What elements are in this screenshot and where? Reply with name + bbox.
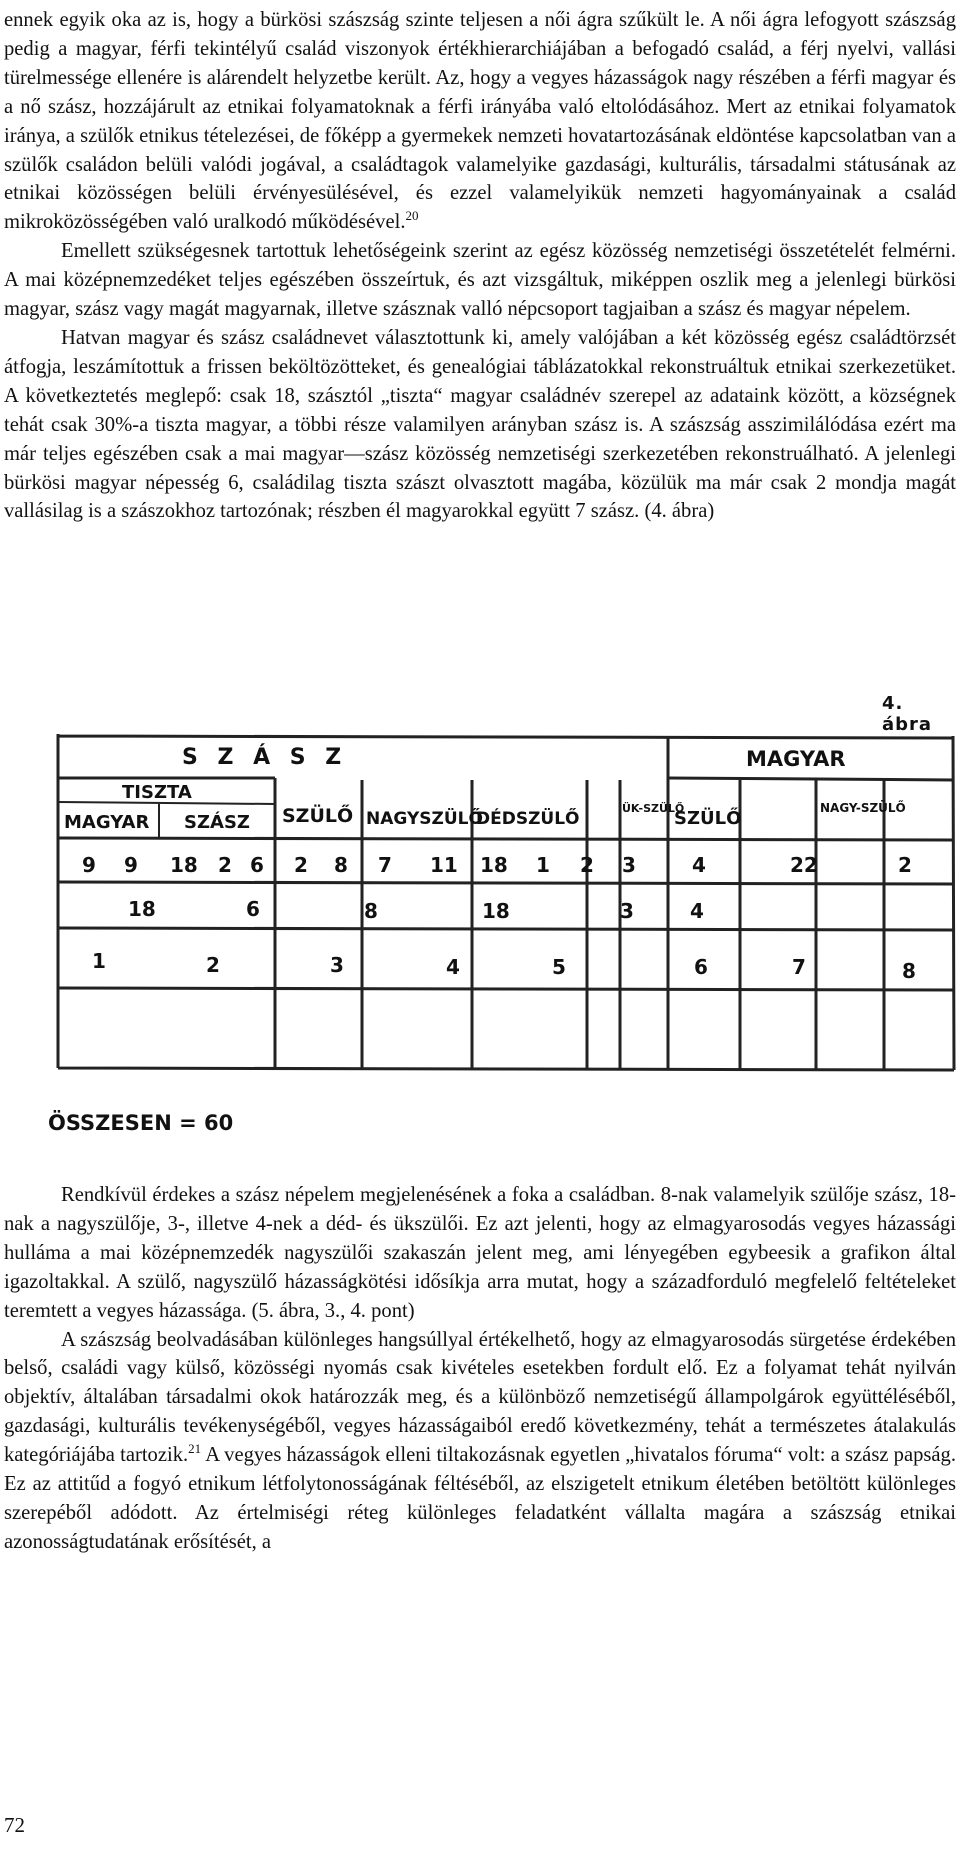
cell-r1-12: 2: [580, 853, 594, 877]
text-block-top: [4, 6, 956, 526]
header-magyar: MAGYAR: [746, 747, 846, 771]
cell-r1-10: 18: [480, 853, 508, 877]
header-tiszta-szasz: SZÁSZ: [184, 812, 250, 833]
cell-r1-2: 9: [124, 853, 138, 877]
cell-r2-3: 8: [364, 899, 378, 923]
page-number: 72: [4, 1813, 25, 1837]
cell-r2-1: 18: [128, 897, 156, 921]
figure-label: 4. ábra: [882, 693, 933, 735]
header-ukszulo: ÜK-SZÜLŐ: [622, 802, 685, 815]
cell-r1-5: 6: [250, 853, 264, 877]
cell-r3-1: 1: [92, 949, 106, 973]
cell-r1-16: 2: [898, 853, 912, 877]
cell-r1-1: 9: [82, 853, 96, 877]
cell-r1-14: 4: [692, 853, 706, 877]
paragraph-3: Hatvan magyar és szász családnevet választottunk ki, amely valójában a két közösség egész családtörzsét átfogja, leszámítottuk a frissen beköltözötteket, és genealógiai táblázatokkal rekonstruáltuk etnikai szerkezetüket. A következtetés meglepő: csak 18, szásztól „tiszta“ magyar családnév szerepel az adataink között, a községnek tehát csak 30%-a tiszta magyar, a többi része valamilyen arányban szász is. A szászság asszimilálódása ezért ma már teljes egészében csak a mai magyar—szász közösség nemzetiségi szerkezetében rekonstruálható. A jelenlegi bürkösi magyar népesség 6, családilag tiszta szászt olvasztott magába, közülük ma már csak 2 mondja magát vallásilag is a szászokhoz tartozónak; részben él magyarokkal együtt 7 szász. (4. ábra): [4, 326, 956, 523]
header-magyar-szulo: SZÜLŐ: [674, 808, 742, 829]
header-tiszta: TISZTA: [122, 782, 192, 803]
cell-r1-8: 7: [378, 853, 392, 877]
paragraph-5: A szászság beolvadásában különleges hangsúllyal értékelhető, hogy az elmagyarosodás sürgetése érdekében belső, családi vagy külső, közösségi nyomás csak kivételes esetekben fordult elő. Ez a folyamat tehát nyilván objektív, általában társadalmi okok határozzák meg, és a különböző nemzetiségű állampolgárok együttéléséből, gazdasági, kulturális tevékenységéből, vegyes házasságaiból eredő következmény, tehát a természetes átalakulás kategóriájába tartozik.$^{21}$ A vegyes házasságok elleni tiltakozásnak egyetlen „hivatalos fóruma“ volt: a szász papság. Ez az attitűd a fogyó etnikum létfolytonosságának féltéséből, az elszigetelt etnikum életében betöltött különleges szerepéből adódott. Az értelmiségi réteg különleges feladatként vállalta magára a szászság etnikai azonosságtudatának erősítését, a: [4, 1328, 956, 1553]
cell-r1-7: 8: [334, 853, 348, 877]
cell-r1-6: 2: [294, 853, 308, 877]
figure-total: ÖSSZESEN = 60: [48, 1111, 234, 1135]
figure-4-table: [56, 732, 956, 1075]
paragraph-4: Rendkívül érdekes a szász népelem megjelenésének a foka a családban. 8-nak valamelyik szülője szász, 18-nak a nagyszülője, 3-, illetve 4-nek a déd- és ükszülői. Ez azt jelenti, hogy az elmagyarosodás vegyes házassági hulláma a mai középnemzedék nagyszülői szakaszán jelent meg, ami lényegében egybeesik a grafikon által igazoltakkal. A szülő, nagyszülő házasságkötési idősíkja arra mutat, hogy a századforduló megfelelő feltételeket teremtett a vegyes házassága. (5. ábra, 3., 4. pont): [4, 1184, 956, 1322]
cell-r1-4: 2: [218, 853, 232, 877]
header-magyar-nagyszulo: NAGY-SZÜLŐ: [820, 801, 906, 815]
cell-r3-3: 3: [330, 953, 344, 977]
cell-r1-15: 22: [790, 853, 818, 877]
cell-r2-4: 18: [482, 899, 510, 923]
header-dedszulo: DÉDSZÜLŐ: [476, 809, 580, 829]
header-nagyszulo: NAGYSZÜLŐ: [366, 809, 483, 829]
cell-r2-2: 6: [246, 897, 260, 921]
cell-r1-13: 3: [622, 853, 636, 877]
text-block-bottom: [4, 1181, 956, 1557]
cell-r3-7: 7: [792, 955, 806, 979]
header-szasz: S Z Á S Z: [182, 745, 348, 770]
header-tiszta-magyar: MAGYAR: [64, 812, 150, 833]
footnote-ref-21: 21: [188, 1441, 202, 1457]
cell-r3-5: 5: [552, 955, 566, 979]
header-szulo: SZÜLŐ: [282, 805, 354, 827]
paragraph-1: ennek egyik oka az is, hogy a bürkösi szászság szinte teljesen a női ágra szűkült le. A női ágra lefogyott szászság pedig a magyar, férfi tekintélyű család viszonyok értékhierarchiájában a befogadó család, a férj nyelvi, vallási türelmessége ellenére is alárendelt helyzetbe került. Az, hogy a vegyes házasságok nagy részében a férfi magyar és a nő szász, hozzájárult az etnikai folyamatoknak a férfi irányába való eltolódásához. Mert az etnikai folyamatok iránya, a szülők etnikus tételezései, de főképp a gyermekek nemzeti hovatartozásának eldöntése kapcsolatban van a szülők családon belüli valódi jogával, a családtagok valamelyike gazdasági, kulturális, társadalmi státusának az etnikai közösségen belüli érvényesülésével, és ezzel valamelyikük nemzeti hagyományainak a család mikroközösségében való uralkodó működésével.$^{20}$: [4, 9, 956, 234]
cell-r3-2: 2: [206, 953, 220, 977]
cell-r2-6: 4: [690, 899, 704, 923]
cell-r1-9: 11: [430, 853, 458, 877]
cell-r1-3: 18: [170, 853, 198, 877]
paragraph-2: Emellett szükségesnek tartottuk lehetőségeink szerint az egész közösség nemzetiségi összetételét felmérni. A mai középnemzedéket teljes egészében összeírtuk, és azt vizsgáltuk, miképpen oszlik meg a jelenlegi bürkösi magyar, szász vagy magát magyarnak, illetve szásznak valló népcsoport tagjaiban a szász és magyar népelem.: [4, 240, 956, 321]
cell-r2-5: 3: [620, 899, 634, 923]
cell-r3-4: 4: [446, 955, 460, 979]
cell-r3-6: 6: [694, 955, 708, 979]
cell-r3-8: 8: [902, 959, 916, 983]
footnote-ref-20: 20: [405, 208, 419, 224]
cell-r1-11: 1: [536, 853, 550, 877]
